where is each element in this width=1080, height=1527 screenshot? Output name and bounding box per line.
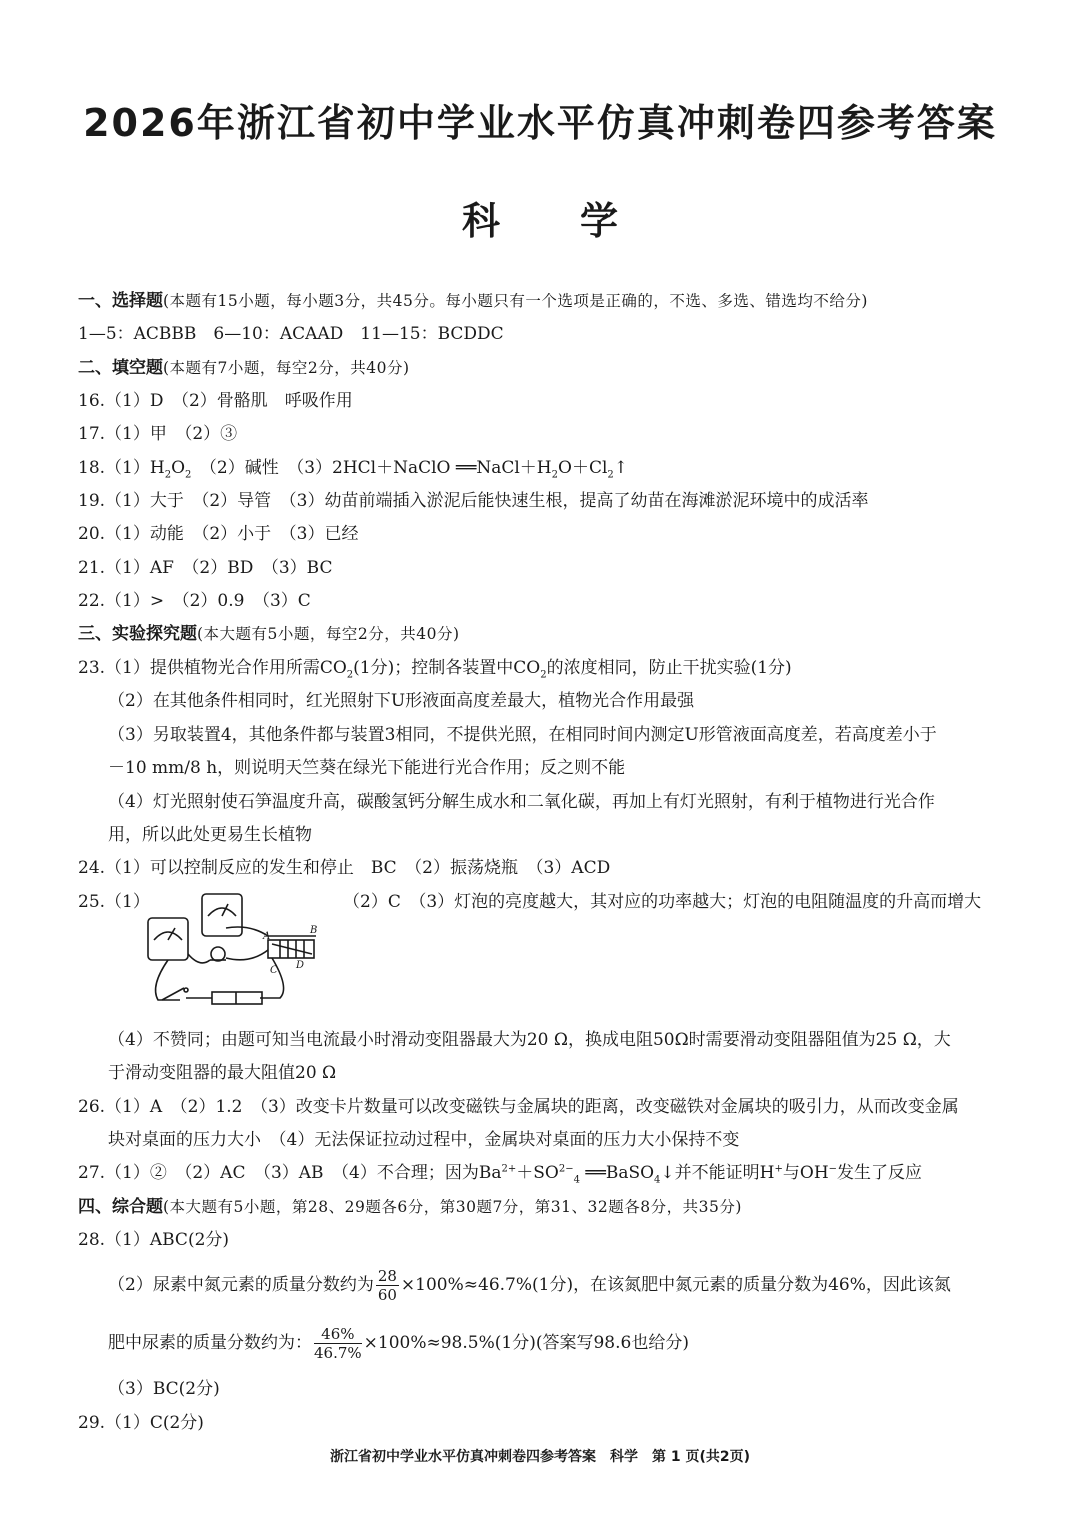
answer-29: 29.（1）C(2分) <box>78 1413 204 1433</box>
subject-heading: 科学 <box>461 199 698 243</box>
circuit-diagram <box>140 888 340 1010</box>
fraction-46-46.7: $\frac{46\%}{46.7\%}$ <box>314 1325 362 1362</box>
answer-25-4-cont: 于滑动变阻器的最大阻值20 Ω <box>108 1063 337 1083</box>
answer-24: 24.（1）可以控制反应的发生和停止 BC （2）振荡烧瓶 （3）ACD <box>78 858 611 878</box>
answer-23-3: （3）另取装置4，其他条件都与装置3相同，不提供光照，在相同时间内测定U形管液面高度差，若高度差小于 <box>108 725 937 745</box>
label-d: D <box>296 960 305 971</box>
answer-28-3: （3）BC(2分) <box>108 1379 220 1399</box>
section-3-heading: 三、实验探究题(本大题有5小题，每空2分，共40分) <box>78 624 460 644</box>
answer-26: 26.（1）A （2）1.2 （3）改变卡片数量可以改变磁铁与金属块的距离，改变磁铁对金属块的吸引力，从而改变金属 <box>78 1097 959 1117</box>
fraction-28-60: $\frac{28}{60}$ <box>377 1267 397 1304</box>
answer-23-4: （4）灯光照射使石笋温度升高，碳酸氢钙分解生成水和二氧化碳，再加上有灯光照射，有利于植物进行光合作 <box>108 792 935 812</box>
answer-16: 16.（1）D （2）骨骼肌 呼吸作用 <box>78 391 353 411</box>
answer-21: 21.（1）AF （2）BD （3）BC <box>78 558 333 578</box>
answer-23-4-cont: 用，所以此处更易生长植物 <box>108 825 312 845</box>
answer-25-1: 25.（1） <box>78 892 150 912</box>
section-4-heading: 四、综合题(本大题有5小题，第28、29题各6分，第30题7分，第31、32题各8分，共35分) <box>78 1197 742 1217</box>
label-a: A <box>263 931 271 942</box>
page-title: 2026年浙江省初中学业水平仿真冲刺卷四参考答案 <box>83 101 997 145</box>
bulb-icon <box>211 947 225 961</box>
answer-23-3-cont: －10 mm/8 h，则说明天竺葵在绿光下能进行光合作用；反之则不能 <box>108 758 626 778</box>
answer-28-2-cont: 肥中尿素的质量分数约为： $\frac{46\%}{46.7\%}$ ×100%≈98.5%(1分)(答案写98.6也给分) <box>108 1325 689 1362</box>
label-b: B <box>310 925 318 936</box>
answer-28-1: 28.（1）ABC(2分) <box>78 1230 230 1250</box>
answer-25-4: （4）不赞同；由题可知当电流最小时滑动变阻器最大为20 Ω，换成电阻50Ω时需要滑动变阻器阻值为25 Ω，大 <box>108 1030 951 1050</box>
answer-20: 20.（1）动能 （2）小于 （3）已经 <box>78 524 359 544</box>
section-2-heading: 二、填空题(本题有7小题，每空2分，共40分) <box>78 358 410 378</box>
answer-25-2-3: （2）C （3）灯泡的亮度越大，其对应的功率越大；灯泡的电阻随温度的升高而增大 <box>343 892 982 912</box>
answer-23-2: （2）在其他条件相同时，红光照射下U形液面高度差最大，植物光合作用最强 <box>108 691 695 711</box>
answer-28-2: （2）尿素中氮元素的质量分数约为 $\frac{28}{60}$ ×100%≈46.7%(1分)，在该氮肥中氮元素的质量分数为46%，因此该氮 <box>108 1267 951 1304</box>
section-1-heading: 一、选择题(本题有15小题，每小题3分，共45分。每小题只有一个选项是正确的，不选、多选、错选均不给分) <box>78 291 868 311</box>
answer-17: 17.（1）甲 （2）③ <box>78 424 238 444</box>
battery-icon <box>212 992 262 1004</box>
answer-27: 27.（1）② （2）AC （3）AB （4）不合理；因为$Ba^{2+}+SO^{2-}_4$ ══BaSO$_4$↓并不能证明H+与OH−发生了反应 <box>78 1163 923 1186</box>
answer-22: 22.（1）> （2）0.9 （3）C <box>78 591 311 611</box>
answer-26-cont: 块对桌面的压力大小 （4）无法保证拉动过程中，金属块对桌面的压力大小保持不变 <box>108 1130 740 1150</box>
answer-18: $18.(1)H_2O_2$ （2）碱性 （3）2HCl＋NaClO $══NaCl+H_2O+Cl_2↑$ <box>78 458 629 481</box>
switch-icon <box>162 988 184 1000</box>
page-footer: 浙江省初中学业水平仿真冲刺卷四参考答案 科学 第 1 页(共2页) <box>329 1449 751 1465</box>
answer-23-1: 23.（1）提供植物光合作用所需$CO_2(1$分)；控制各装置中$CO_2$的浓度相同，防止干扰实验(1分) <box>78 658 792 681</box>
answer-19: 19.（1）大于 （2）导管 （3）幼苗前端插入淤泥后能快速生根，提高了幼苗在海滩淤泥环境中的成活率 <box>78 491 869 511</box>
label-c: C <box>270 965 278 976</box>
answer-mc: 1—5：ACBBB 6—10：ACAAD 11—15：BCDDC <box>78 324 504 344</box>
